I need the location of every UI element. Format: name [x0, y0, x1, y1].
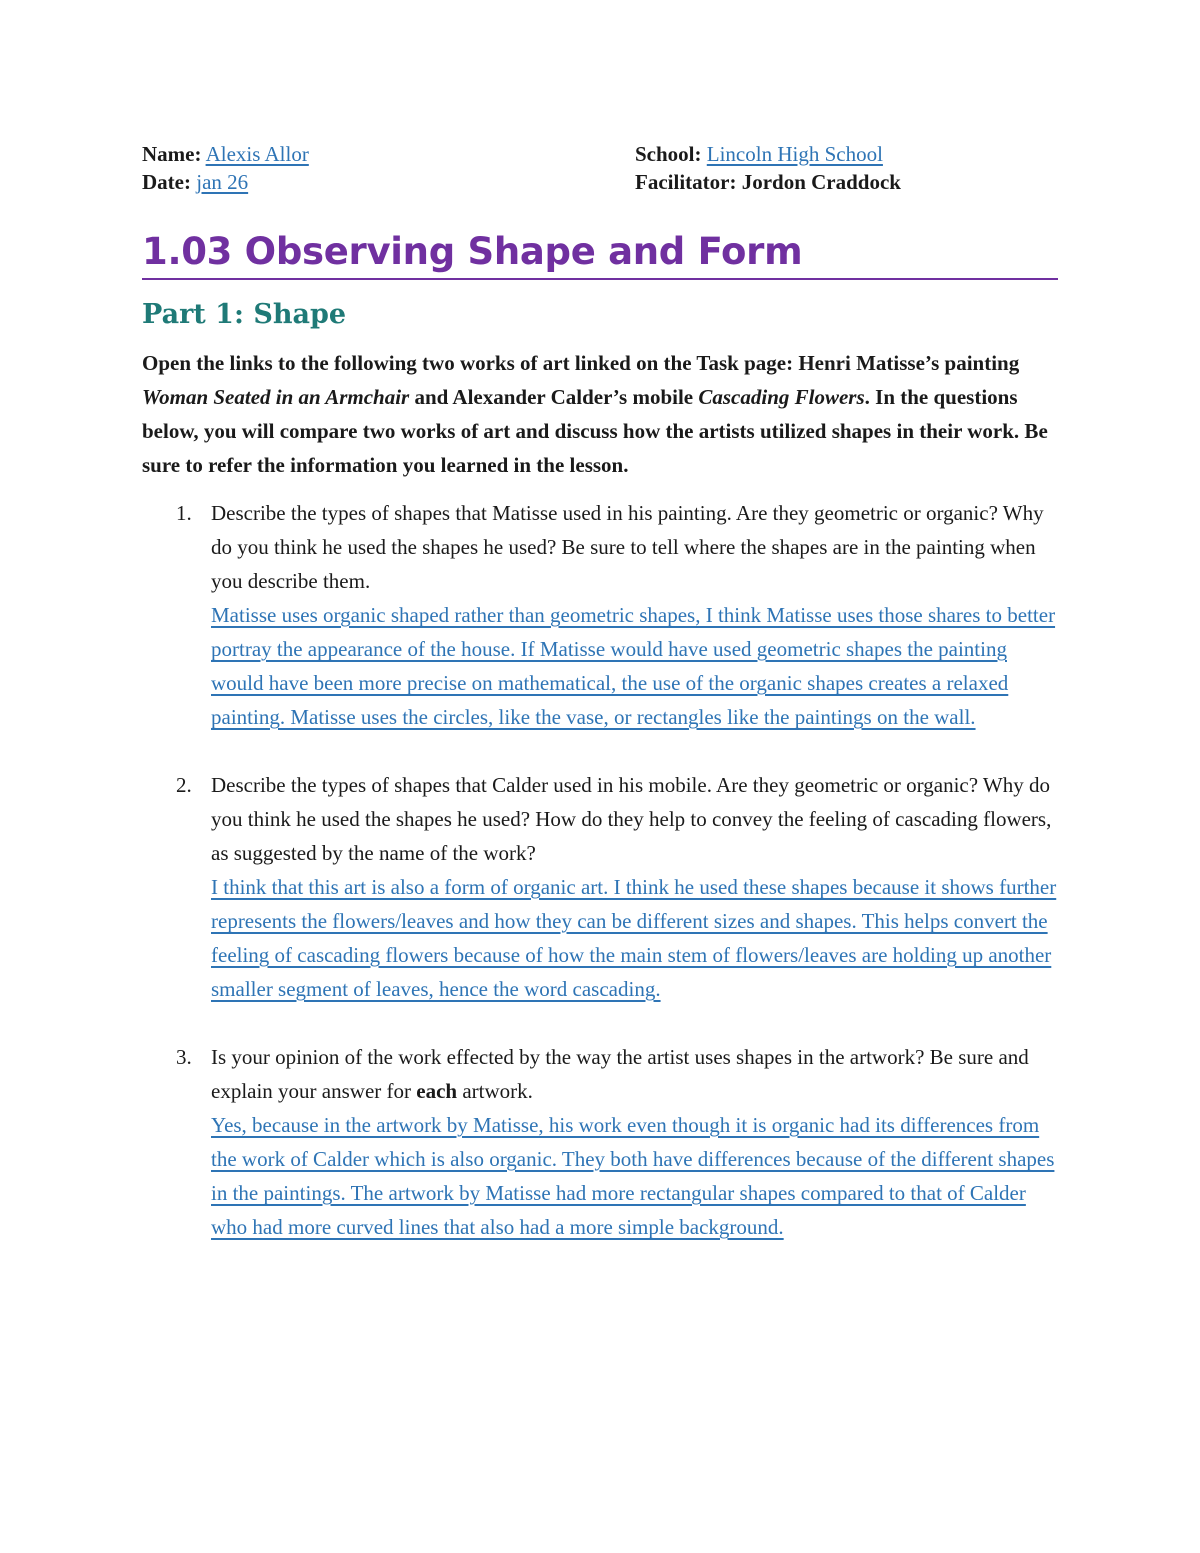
name-label: Name:: [142, 142, 202, 166]
answer-text-1[interactable]: Matisse uses organic shaped rather than geometric shapes, I think Matisse uses those shares to better portray the appearance of the house. If Matisse would have used geometric shapes the painting would have been more precise on mathematical, the use of the organic shapes creates a relaxed painting. Matisse uses the circles, like the vase, or rectangles like the paintings on the wall.: [211, 603, 1056, 729]
date-label: Date:: [142, 170, 191, 194]
instructions-text-1: Open the links to the following two works of art linked on the Task page: Henri Matisse’s painting: [142, 351, 1020, 375]
date-row: [142, 168, 309, 196]
answer-text-3[interactable]: Yes, because in the artwork by Matisse, his work even though it is organic had its differences from the work of Calder which is also organic. They both have differences because of the different shapes in the paintings. The artwork by Matisse had more rectangular shapes compared to that of Calder who had more curved lines that also had a more simple background.: [211, 1113, 1055, 1239]
question-text-post: artwork.: [457, 1079, 533, 1103]
question-item-1: [142, 496, 1058, 734]
instructions: [142, 346, 1058, 482]
document-title: 1.03 Observing Shape and Form: [142, 230, 1058, 280]
question-emphasis: each: [416, 1079, 458, 1103]
question-text-pre: Is your opinion of the work effected by the way the artist uses shapes in the artwork? Be sure and explain your answer for: [211, 1045, 1029, 1103]
document-page: [142, 140, 1058, 1278]
date-field[interactable]: jan 26: [196, 170, 249, 194]
school-field[interactable]: Lincoln High School: [706, 142, 883, 166]
instructions-text-2: and Alexander Calder’s mobile: [409, 385, 699, 409]
question-number: 2.: [176, 773, 192, 797]
question-text: [211, 1045, 1029, 1103]
instructions-text-3: . In the questions below, you will compare two works of art and discuss how the artists utilized shapes in their work. Be sure to refer the information you learned in the lesson.: [142, 385, 1048, 477]
school-label: School:: [635, 142, 702, 166]
question-list: [142, 496, 1058, 1244]
question-item-3: [142, 1040, 1058, 1244]
question-text: Describe the types of shapes that Calder used in his mobile. Are they geometric or organic? Why do you think he used the shapes he used? How do they help to convey the feeling of cascading flowers, as suggested by the name of the work?: [211, 773, 1052, 865]
facilitator-label: Facilitator:: [635, 170, 737, 194]
artwork-title-matisse: Woman Seated in an Armchair: [142, 385, 410, 409]
part-heading: Part 1: Shape: [142, 299, 347, 330]
question-text: Describe the types of shapes that Matisse used in his painting. Are they geometric or organic? Why do you think he used the shapes he used? Be sure to tell where the shapes are in the painting when you describe them.: [211, 501, 1044, 593]
header-left: [142, 140, 309, 196]
facilitator-row: [635, 168, 901, 196]
header-info: [142, 140, 1058, 204]
question-item-2: [142, 768, 1058, 1006]
name-field[interactable]: Alexis Allor: [205, 142, 309, 166]
answer-text-2[interactable]: I think that this art is also a form of organic art. I think he used these shapes because it shows further represents the flowers/leaves and how they can be different sizes and shapes. This helps convert the feeling of cascading flowers because of how the main stem of flowers/leaves are holding up another smaller segment of leaves, hence the word cascading.: [211, 875, 1057, 1001]
artwork-title-calder: Cascading Flowers: [698, 385, 865, 409]
header-right: [635, 140, 901, 196]
question-number: 3.: [176, 1045, 192, 1069]
facilitator-value: Jordon Craddock: [741, 170, 901, 194]
question-number: 1.: [176, 501, 192, 525]
school-row: [635, 140, 901, 168]
name-row: [142, 140, 309, 168]
